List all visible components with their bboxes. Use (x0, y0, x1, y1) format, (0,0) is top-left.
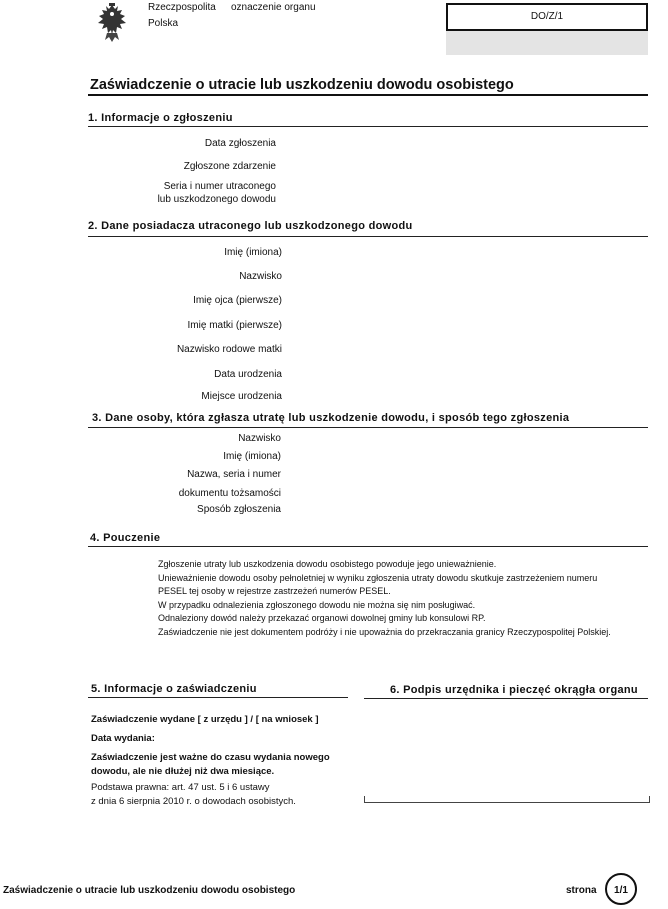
field-label-report-date: Data zgłoszenia (204, 138, 276, 149)
section3-heading: 3. Dane osoby, która zgłasza utratę lub uszkodzenie dowodu, i sposób tego zgłoszenia (92, 412, 570, 424)
emblem (92, 2, 132, 44)
section6-heading: 6. Podpis urzędnika i pieczęć okrągła organu (390, 684, 638, 696)
section4-heading: 4. Pouczenie (90, 532, 161, 544)
field-label-birth-place: Miejsce urodzenia (201, 391, 282, 402)
section1-rule (88, 126, 648, 127)
footer-page-label: strona (566, 885, 597, 896)
field-label-father-name: Imię ojca (pierwsze) (193, 295, 282, 306)
notice-line: PESEL tej osoby w rejestrze zastrzeżeń numerów PESEL. (158, 586, 391, 596)
field-label-reporter-name: Imię (imiona) (223, 451, 281, 462)
field-label-mother-maiden: Nazwisko rodowe matki (176, 344, 282, 355)
organ-label: oznaczenie organu (231, 2, 316, 13)
field-label-surname: Nazwisko (239, 271, 282, 282)
legal-basis-line1: Podstawa prawna: art. 47 ust. 5 i 6 ustawy (91, 782, 270, 793)
title-rule (88, 94, 648, 96)
section6-rule (364, 698, 648, 699)
doc-code: DO/Z/1 (530, 11, 564, 22)
doc-code-box (446, 3, 648, 53)
field-label-series-number-2: lub uszkodzonego dowodu (157, 194, 276, 205)
polish-eagle-icon (92, 2, 132, 44)
section5-heading: 5. Informacje o zaświadczeniu (91, 683, 257, 695)
field-label-first-name: Imię (imiona) (224, 247, 282, 258)
validity-line1: Zaświadczenie jest ważne do czasu wydania nowego (91, 752, 330, 763)
country-line1: Rzeczpospolita (148, 2, 216, 13)
footer-title: Zaświadczenie o utracie lub uszkodzeniu dowodu osobistego (3, 885, 296, 896)
field-label-reported-event: Zgłoszone zdarzenie (183, 161, 276, 172)
field-label-series-number: Seria i numer utraconego (163, 181, 276, 192)
field-label-report-method: Sposób zgłoszenia (197, 504, 281, 515)
country-line2: Polska (148, 18, 179, 29)
section4-rule (88, 546, 648, 547)
notice-text (158, 558, 648, 639)
notice-line: Odnaleziony dowód należy przekazać organowi dowolnej gminy lub konsulowi RP. (158, 613, 486, 623)
validity-line2: dowodu, ale nie dłużej niż dwa miesiące. (91, 766, 275, 777)
issue-date-label: Data wydania: (91, 733, 155, 744)
section5-rule (88, 697, 348, 698)
field-label-birth-date: Data urodzenia (214, 369, 282, 380)
field-label-reporter-surname: Nazwisko (238, 433, 281, 444)
section2-rule (88, 236, 648, 237)
page-number-badge (605, 873, 637, 905)
issued-mode: Zaświadczenie wydane [ z urzędu ] / [ na wniosek ] (91, 714, 319, 725)
field-label-id-doc-2: dokumentu tożsamości (178, 488, 281, 499)
notice-line: W przypadku odnalezienia zgłoszonego dowodu nie można się nim posługiwać. (158, 599, 476, 610)
field-label-mother-name: Imię matki (pierwsze) (187, 320, 282, 331)
notice-line: Zaświadczenie nie jest dokumentem podróży i nie upoważnia do przekraczania granicy Rzeczypospolitej Polskiej. (158, 626, 611, 637)
section1-heading: 1. Informacje o zgłoszeniu (88, 112, 233, 124)
field-label-id-doc: Nazwa, seria i numer (187, 469, 281, 480)
legal-basis-line2: z dnia 6 sierpnia 2010 r. o dowodach osobistych. (91, 796, 296, 807)
page-title: Zaświadczenie o utracie lub uszkodzeniu dowodu osobistego (90, 77, 514, 93)
notice-line: Unieważnienie dowodu osoby pełnoletniej w wyniku zgłoszenia utraty dowodu skutkuje zastrzeżeniem numeru (158, 572, 598, 583)
section3-rule (88, 427, 648, 428)
signature-area (364, 796, 650, 803)
notice-line: Zgłoszenie utraty lub uszkodzenia dowodu osobistego powoduje jego unieważnienie. (158, 559, 497, 569)
page-number: 1/1 (614, 885, 628, 896)
section2-heading: 2. Dane posiadacza utraconego lub uszkodzonego dowodu (88, 220, 413, 232)
